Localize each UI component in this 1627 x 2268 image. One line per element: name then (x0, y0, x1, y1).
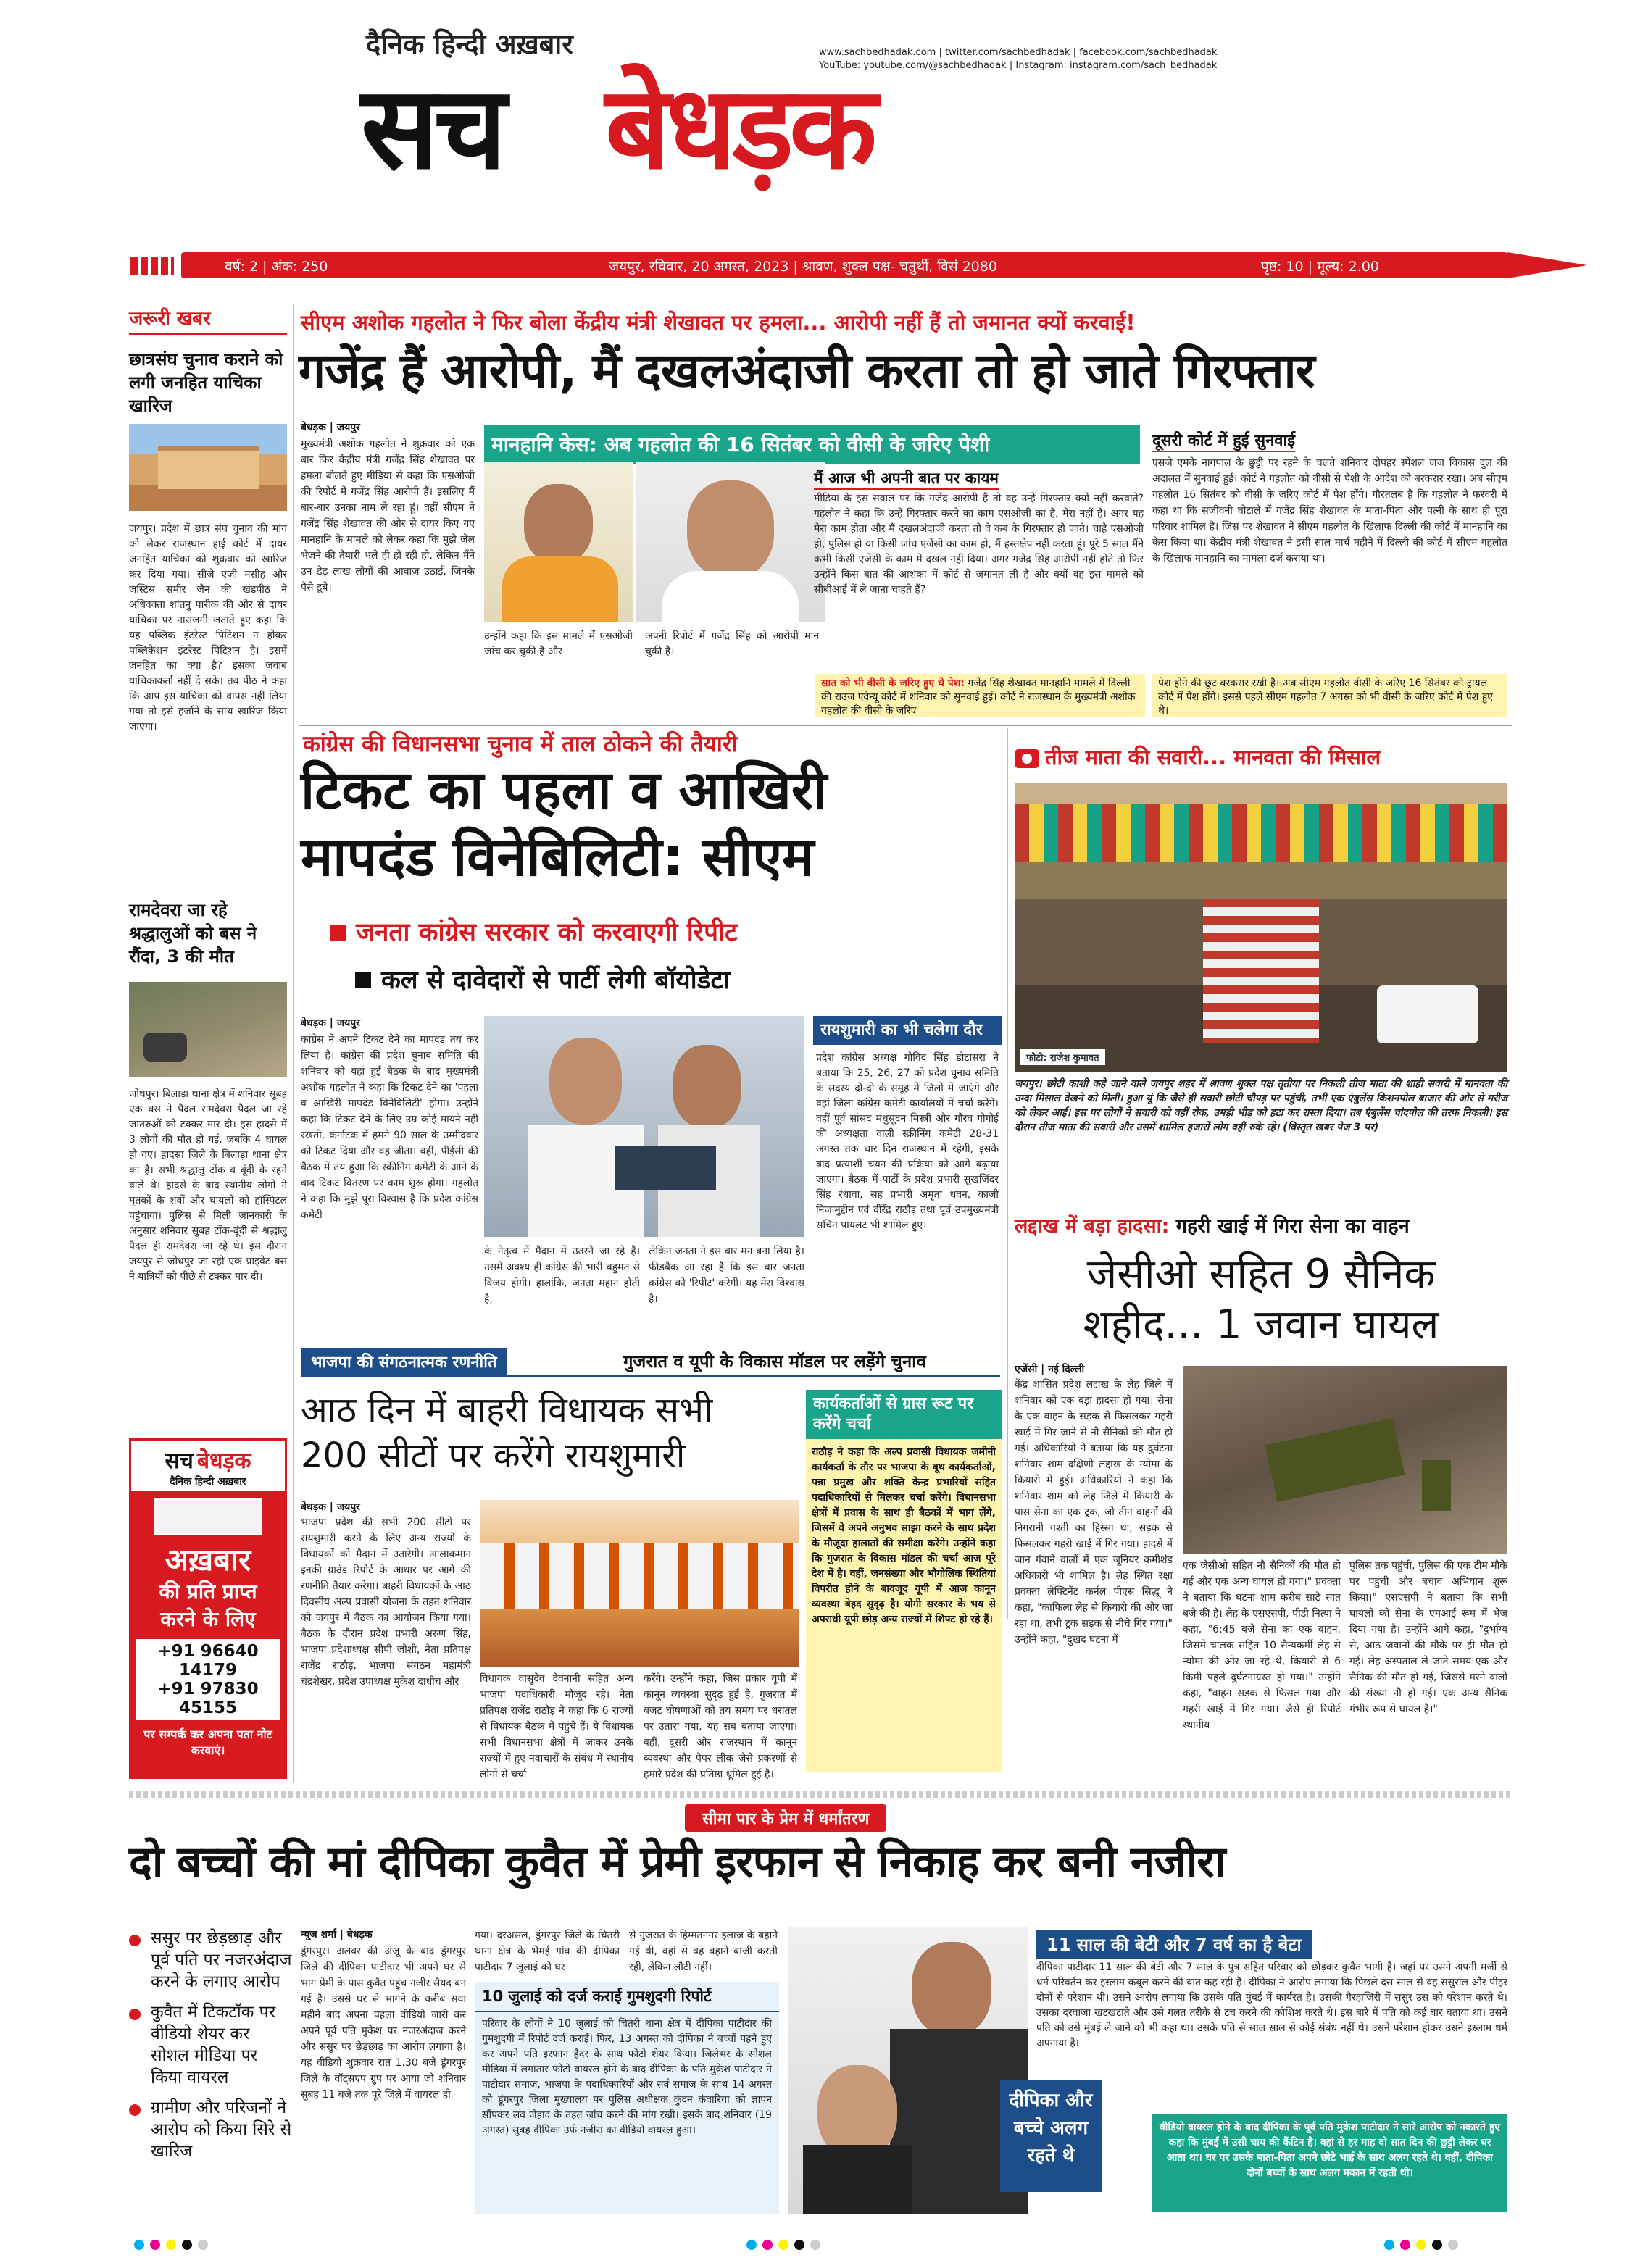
cong-headline-1: टिकट का पहला व आखिरी (301, 759, 828, 822)
youtube-link[interactable]: YouTube: youtube.com/@sachbedhadak (819, 60, 1007, 71)
gehlot-photo (636, 462, 825, 622)
court-subhead: दूसरी कोर्ट में हुई सुनवाई (1152, 429, 1295, 452)
bjp-rule (301, 1375, 1000, 1377)
cong-col-3: लेकिन जनता ने इस बार मन बना लिया है। फीडबैक आ रहा है कि इस बार जनता कांग्रेस को 'रिपीट' करेगी। यह मेरा विश्वास है। (649, 1246, 804, 1305)
lead-col-1: मुख्यमंत्री अशोक गहलोत ने शुक्रवार को एक बार फिर केंद्रीय मंत्री गजेंद्र सिंह शेखावत पर हमला बोलते हुए मीडिया से कहा कि एसओजी की रिपोर्ट में गजेंद्र सिंह आरोपी हैं। इसलिए मैं बार-बार उनका नाम ले रहा हूं। वहीं सीएम ने गजेंद्र सिंह शेखावत की ओर से दायर किए गए मानहानि के मामले को लेकर कहा कि मुझे जेल भेजने की तैयारी भले ही हो रही हो, लेकिन मैंने उन डेढ़ लाख लोगों की आवाज उठाई, जिनके पैसे डूबे। (301, 438, 475, 593)
raishumari-title: रायशुमारी का भी चलेगा दौर (813, 1016, 1002, 1045)
registration-marks-right (1384, 2239, 1464, 2253)
cong-col-2: के नेतृत्व में मैदान में उतरने जा रहे हैं। उसमें अवश्य ही कांग्रेस की भारी बहुमत से विजय होगी। हालांकि, जनता महान होती है, (484, 1246, 640, 1305)
sub-heading-1: मैं आज भी अपनी बात पर कायम (814, 468, 999, 490)
vc-strip (815, 674, 1145, 717)
cong-headline-2: मापदंड विनेबिलिटी: सीएम (301, 826, 815, 888)
twitter-link[interactable]: twitter.com/sachbedhadak (944, 47, 1070, 58)
lead-headline: गजेंद्र हैं आरोपी, मैं दखलअंदाजी करता तो हो जाते गिरफ्तार (299, 343, 1315, 399)
ad-phone-1[interactable]: +91 96640 14179 (157, 1642, 259, 1680)
shekhawat-photo (484, 462, 633, 622)
pen-bar (130, 252, 1594, 278)
bjp-col-2: विधायक वासुदेव देवनानी सहित अन्य भाजपा पदाधिकारी मौजूद रहे। नेता प्रतिपक्ष राजेंद्र राठौड़ ने कहा कि 6 राज्यों से विधायक बैठक में पहुंचे हैं। ये विधायक सभी विधानसभा क्षेत्रों में जाकर उनके राज्यों में हुए नवाचारों के संबंध में स्थानीय लोगों से चर्चा (480, 1673, 633, 1780)
missing-report-box (475, 1982, 779, 2214)
web-link[interactable]: www.sachbedhadak.com (819, 47, 936, 58)
sidebar-story-1-headline: छात्रसंघ चुनाव कराने को लगी जनहित याचिका खारिज (129, 349, 283, 416)
ladakh-byline: एजेंसी | नई दिल्ली (1015, 1364, 1085, 1375)
sidebar-story-2-body: जोधपुर। बिलाड़ा थाना क्षेत्र में शनिवार सुबह एक बस ने पैदल रामदेवरा पैदल जा रहे जातरुओं को टक्कर मार दी। इस हादसे में 3 लोगों की मौत हो गई, जबकि 4 घायल हो गए। हादसा जिले के बिलाड़ा थाना क्षेत्र का है। सभी श्रद्धालु टोंक व बूंदी के रहने वाले थे। हादसे के बाद स्थानीय लोगों ने मृतकों के शवों और घायलों को हॉस्पिटल पहुंचाया। पुलिस से मिली जानकारी के अनुसार शनिवार सुबह टोंक-बूंदी से श्रद्धालु पैदल ही रामदेवरा जा रहे थे। इस दौरान जयपुर से जोधपुर जा रही एक प्राइवेट बस ने यात्रियों को पीछे से टक्कर मार दी। (129, 1088, 287, 1283)
subscription-ad[interactable] (129, 1438, 287, 1779)
ladakh-headline-1: जेसीओ सहित 9 सैनिक (1086, 1251, 1436, 1298)
vc-strip-body-2: पेश होने की छूट बरकरार रखी है। अब सीएम गहलोत वीसी के जरिए 16 सितंबर को ट्रायल कोर्ट में पेश होंगे। इससे पहले सीएम गहलोत 7 अगस्त को भी वीसी के जरिए कोर्ट में पेश हुए थे। (1158, 678, 1493, 717)
masthead (0, 0, 1627, 290)
grassroots-box (806, 1390, 1002, 1774)
masthead-title-black: सच (361, 62, 503, 195)
vc-strip-body: गजेंद्र सिंह शेखावत मानहानि मामले में दिल्ली की राउज एवेन्यू कोर्ट में शनिवार को सुनवाई हुई। कोर्ट ने राजस्थान के मुख्यमंत्री अशोक गहलोत की वीसी के जरिए (821, 678, 1136, 717)
sub-1-body: मीडिया के इस सवाल पर कि गजेंद्र आरोपी हैं तो वह उन्हें गिरफ्तार क्यों नहीं करवाते? गहलोत ने कहा कि उन्हें गिरफ्तार करने का काम एसओजी का है, मेरा नहीं है। अगर यह मेरा काम होता और मैं दखलअंदाजी करता तो वे कब के गिरफ्तार हो जाते। चाहे एसओजी हो, पुलिस हो या किसी जांच एजेंसी का काम हो, मैं हस्तक्षेप नहीं करता हूं। पूरे 5 साल मैंने कभी किसी एजेंसी के काम में दखल नहीं दिया। अगर गजेंद्र सिंह आरोपी नहीं होते तो फिर उन्होंने किस बात की आशंका में कोर्ट से जमानत ली है और क्यों वह इस मामले को सीबीआई में ले जाना चाहते हैं? (814, 493, 1144, 596)
sidebar-section-label: जरूरी खबर (129, 304, 287, 335)
bottom-divider (129, 1791, 1510, 1798)
sidebar-story-2-headline: रामदेवरा जा रहे श्रद्धालुओं को बस ने रौंदा, 3 की मौत (129, 900, 257, 967)
issue-number: वर्ष: 2 | अंक: 250 (225, 259, 328, 275)
ladakh-col-1: केंद्र शासित प्रदेश लद्दाख के लेह जिले में शनिवार को एक बड़ा हादसा हो गया। सेना के एक वाहन के सड़क से फिसलकर गहरी खाई में गिर जाने से नौ सैनिकों की मौत हो गई। अधिकारियों ने बताया कि यह दुर्घटना शनिवार शाम दक्षिणी लद्दाख के न्योमा के कियारी में हुई। अधिकारियों ने कहा कि शनिवार शाम को लेह जिले में कियारी के पास सेना का एक ट्रक, जो तीन वाहनों की निगरानी गश्ती का हिस्सा था, सड़क से फिसलकर गहरी खाई में गिर गया। हादसे में जान गंवाने वालों में एक जूनियर कमीशंड अधिकारी भी शामिल है। लेह स्थित रक्षा प्रवक्ता लेफ्टिनेंट कर्नल पीएस सिद्धू ने कहा, "काफिला लेह से कियारी की ओर जा रहा था, तभी ट्रक सड़क से नीचे गिर गया।" उन्होंने कहा, "दुखद घटना में (1015, 1379, 1173, 1646)
sidebar-divider (293, 304, 294, 1783)
square-bullet-icon (355, 972, 371, 988)
ad-brand-black: सच (165, 1448, 194, 1474)
missing-report-title: 10 जुलाई को दर्ज कराई गुमशुदगी रिपोर्ट (475, 1982, 779, 2012)
vc-strip-title: सात को भी वीसी के जरिए हुए थे पेश: (821, 678, 965, 689)
cong-deck-1: जनता कांग्रेस सरकार को करवाएगी रिपीट (330, 914, 738, 949)
defamation-box-title: मानहानि केस: अब गहलोत की 16 सितंबर को वीसी के जरिए पेशी (484, 425, 1140, 464)
masthead-tagline: दैनिक हिन्दी अख़बार (366, 28, 573, 60)
army-truck-photo (1183, 1366, 1507, 1554)
deepika-byline: न्यूज शर्मा | बेधड़क (301, 1929, 373, 1940)
square-bullet-icon (330, 925, 346, 941)
bjp-byline: बेधड़क | जयपुर (301, 1501, 360, 1513)
cong-photo (484, 1016, 804, 1237)
sidebar (129, 304, 287, 1783)
bjp-meeting-photo (480, 1500, 799, 1667)
highlight-1: ससुर पर छेड़छाड़ और पूर्व पति पर नजरअंदाज करने के लगाए आरोप (129, 1927, 292, 1993)
deepika-col-3: से गुजरात के हिम्मतनगर इलाज के बहाने गई थी, वहां से वह बहाने बाजी करती रही, लेकिन लौटी नहीं। (629, 1930, 778, 1973)
photo-caption-2: अपनी रिपोर्ट में गजेंद्र सिंह को आरोपी मान चुकी है। (645, 630, 819, 657)
ad-note: पर सम्पर्क कर अपना पता नोट करवाएं। (143, 1727, 272, 1757)
cong-col-1: कांग्रेस ने अपने टिकट देने का मापदंड तय कर लिया है। कांग्रेस की प्रदेश चुनाव समिति की शनिवार को यहां हुई बैठक के बाद मुख्यमंत्री अशोक गहलोत ने कहा कि टिकट देने का 'पहला व आखिरी मापदंड विनेबिलिटी' होगा। उन्होंने कहा कि टिकट देने के लिए उम्र कोई मायने नहीं रखती, कर्नाटक में हमने 90 साल के उम्मीदवार को टिकट दिया और वह जीता। वहीं, पीईसी की बैठक में तय हुआ कि स्क्रीनिंग कमेटी के आने के बाद टिकट वितरण पर काम शुरू होगा। गहलोत ने कहा कि मुझे पूरा विश्वास है कि प्रदेश कांग्रेस कमेटी (301, 1034, 478, 1221)
bjp-label-2: गुजरात व यूपी के विकास मॉडल पर लड़ेंगे चुनाव (623, 1351, 926, 1372)
ladakh-kicker: लद्दाख में बड़ा हादसा: गहरी खाई में गिरा सेना का वाहन (1015, 1215, 1410, 1238)
teej-photo-credit: फोटो: राजेश कुमावत (1020, 1049, 1105, 1065)
highlight-3: ग्रामीण और परिजनों ने आरोप को किया सिरे से खारिज (129, 2097, 292, 2162)
registration-marks-left (134, 2239, 214, 2253)
ladakh-headline-2: शहीद... 1 जवान घायल (1083, 1301, 1439, 1348)
deepika-headline: दो बच्चों की मां दीपिका कुवैत में प्रेमी इरफान से निकाह कर बनी नजीरा (129, 1837, 1226, 1888)
ad-brand-sub: दैनिक हिन्दी अख़बार (170, 1476, 246, 1488)
instagram-link[interactable]: Instagram: instagram.com/sach_bedhadak (1015, 60, 1218, 71)
children-body: दीपिका पाटीदार 11 साल की बेटी और 7 साल के पुत्र सहित परिवार को छोड़कर कुवैत भागी है। जहां पर उसने अपनी मर्जी से धर्म परिवर्तन कर इस्लाम कबूल करने की बात कह रही है। दीपिका ने आरोप लगाया कि पिछले दस साल से वह ससुराल और पीहर दोनों से परेशान थी। उसने आरोप लगाया कि उसके पति मुंबई में कार्यरत है। उसकी गैरहाजिरी में ससुर उस को परेशान करते थे। उसका दरवाजा खटखटाते और उसे गलत तरीके से टच करने की कोशिश करते थे। इस बारे में पति को कई बार बताया था। उसने पति को उसे मुंबई ले जाने को भी कहा था। उसके पति से साल साल से कोई संबंध नहीं थे। उसने परेशान होकर उसने इस्लाम धर्म अपनाया है। (1036, 1961, 1507, 2049)
missing-report-body: परिवार के लोगों ने 10 जुलाई को चितरी थाना क्षेत्र में दीपिका पाटीदार की गुमशुदगी में रिपोर्ट दर्ज कराई। फिर, 13 अगस्त को दीपिका ने बच्चों पहने हुए कर अपने पति इरफान हैदर के साथ फोटो शेयर किया। जिलेभर के सोशल मीडिया में लगातार फोटो वायरल होने के बाद दीपिका के पति मुकेश पाटीदार ने पाटीदार समाज, भाजपा के पदाधिकारियों और सर्व समाज के साथ 14 अगस्त को डूंगरपुर जिला मुख्यालय पर पुलिस अधीक्षक कुंदन कंवारिया को ज्ञापन सौंपकर लव जेहाद के तहत जांच करने की मांग रखी। इसके बाद शनिवार (19 अगस्त) सुबह दीपिका उर्फ नजीरा का वीडियो वायरल हुआ। (482, 2018, 772, 2136)
social-links: www.sachbedhadak.com | twitter.com/sachbedhadak | facebook.com/sachbedhadak YouTube: youtube.com/@sachbedhadak | Instagram: instagram.com/sach_bedhadak (819, 47, 1218, 71)
lead-byline: बेधड़क | जयपुर (301, 422, 360, 433)
ad-phone-2[interactable]: +91 97830 45155 (157, 1680, 259, 1717)
rule-1 (299, 725, 1512, 726)
camera-icon (1015, 749, 1039, 768)
accident-photo (129, 982, 287, 1077)
ad-line-2: की प्रति प्राप्त (159, 1580, 257, 1604)
raishumari-box (813, 1016, 1002, 1342)
cong-byline: बेधड़क | जयपुर (301, 1017, 360, 1029)
bjp-headline-2: 200 सीटों पर करेंगे रायशुमारी (301, 1435, 686, 1476)
bjp-col-1: भाजपा प्रदेश की सभी 200 सीटों पर रायशुमारी करने के लिए अन्य राज्यों के विधायकों को मैदान में उतारेगी। आलाकमान इनकी ग्राउंड रिपोर्ट के आधार पर आगे की रणनीति तैयार करेगा। बाहरी विधायकों के आठ दिवसीय अल्प प्रवासी योजना के तहत शनिवार को जयपुर में बैठक का आयोजन किया गया। बैठक के दौरान प्रदेश प्रभारी अरुण सिंह, भाजपा प्रदेशाध्यक्ष सीपी जोशी, नेता प्रतिपक्ष राजेंद्र राठौड़, भाजपा संगठन महामंत्री चंद्रशेखर, प्रदेश उपाध्यक्ष मुकेश दाधीच और (301, 1517, 471, 1688)
ad-brand-red: बेधड़क (196, 1448, 251, 1474)
cong-kicker: कांग्रेस की विधानसभा चुनाव में ताल ठोकने की तैयारी (303, 731, 738, 757)
registration-marks-center (746, 2239, 826, 2253)
husband-denial-box: वीडियो वायरल होने के बाद दीपिका के पूर्व पति मुकेश पाटीदार ने सारे आरोप को नकारते हुए कहा कि मुंबई में उसी चाय की कैंटिन है। वहां से हर माह वो सात दिन की छुट्टी लेकर घर आता था। घर पर उसके माता-पिता अपने छोटे भाई के साथ अलग रहते थे। वहीं, दीपिका दोनों बच्चों के साथ अलग मकान में रहती थी। (1152, 2114, 1507, 2212)
photo-caption-1: उन्होंने कहा कि इस मामले में एसओजी जांच कर चुकी है और (484, 630, 633, 657)
deepika-highlights (129, 1927, 292, 2171)
raishumari-body: प्रदेश कांग्रेस अध्यक्ष गोविंद सिंह डोटासरा ने बताया कि 25, 26, 27 को प्रदेश चुनाव समिति के सदस्य दो-दो के समूह में जिलों में जाएंगे और वहां जिला कांग्रेस कमेटी कार्यालयों में चर्चा करेंगे। वहीं पूर्व सांसद मधुसूदन मिस्त्री और गौरव गोगोई की अध्यक्षता वाली स्क्रीनिंग कमेटी 28-31 अगस्त तक चार दिन राजस्थान में रहेगी, इसके बाद प्रत्याशी चयन की प्रक्रिया को आगे बढ़ाया जाएगा। बैठक में पार्टी के प्रदेश प्रभारी सुखजिंदर सिंह रंधावा, सह प्रभारी अमृता धवन, काजी निजामुद्दीन एवं वीरेंद्र राठौड़ तथा पूर्व उपमुख्यमंत्री सचिन पायलट भी शामिल हुए। (816, 1052, 999, 1231)
pen-grip (130, 257, 174, 275)
defamation-box (484, 425, 1144, 696)
court-body: एसजे एमके नागपाल के छुट्टी पर रहने के चलते शनिवार दोपहर स्पेशल जज विकास दुल की अदालत में सुनवाई हुई। कोर्ट ने गहलोत को वीसी से पेशी के आदेश को बरकरार रखा। अब सीएम गहलोत 16 सितंबर को वीसी के जरिए कोर्ट में पेश होंगे। गौरतलब है कि गहलोत ने फरवरी में कहा था कि संजीवनी घोटाले में गजेंद्र सिंह शेखावत के माता-पिता और पत्नी के साथ ही पूरा परिवार शामिल है। जिस पर शेखावत ने सीएम गहलोत के खिलाफ दिल्ली की कोर्ट में मानहानि का केस किया था। केंद्रीय मंत्री शेखावत ने इसी साल मार्च महीने में दिल्ली की कोर्ट में सीएम गहलोत के खिलाफ मानहानि का मामला दर्ज कराया था। (1152, 457, 1507, 564)
grassroots-body: राठौड़ ने कहा कि अल्प प्रवासी विधायक जमीनी कार्यकर्ता के तौर पर भाजपा के बूथ कार्यकर्ताओं, पन्ना प्रमुख और शक्ति केन्द्र प्रभारियों सहित पदाधिकारियों से मिलकर चर्चा करेंगे। विधानसभा क्षेत्रों में प्रवास के साथ ही बैठकों में भाग लेंगे, जिसमें वे अपने अनुभव साझा करने के साथ प्रदेश के मौजूदा हालातों की समीक्षा करेंगे। उन्होंने कहा कि गुजरात के विकास मॉडल की चर्चा आज पूरे देश में है। वहीं, जनसंख्या और भौगोलिक स्थितियां विपरीत होने के बावजूद यूपी में आज कानून व्यवस्था बेहद सुदृढ़ है। योगी सरकार के भय से अपराधी यूपी छोड़ अन्य राज्यों में शिफ्ट हो रहे हैं। (806, 1439, 1002, 1772)
teej-photo (1015, 783, 1507, 1072)
vc-strip-2 (1152, 674, 1507, 717)
facebook-link[interactable]: facebook.com/sachbedhadak (1079, 47, 1218, 58)
bjp-col-3: करेंगे। उन्होंने कहा, जिस प्रकार यूपी में कानून व्यवस्था सुदृढ़ हुई है, गुजरात में बजट घोषणाओं को तय समय पर धरातल पर उतारा गया, यह सब बताया जाएगा। वहीं, दूसरी ओर राजस्थान में कानून व्यवस्था और पेपर लीक जैसे प्रकरणों से हमारे प्रदेश की प्रतिष्ठा धूमिल हुई है। (644, 1673, 797, 1780)
sidebar-story-1-body: जयपुर। प्रदेश में छात्र संघ चुनाव की मांग को लेकर राजस्थान हाई कोर्ट में दायर जनहित याचिका को शुक्रवार को खारिज कर दिया गया। सीजे एजी मसीह और जस्टिस समीर जैन की खंडपीठ ने अधिवक्ता शांतनु पारीक की ओर से दायर याचिका पर नाराजगी जताते हुए कहा कि यह पब्लिक इंटरेस्ट पिटिशन न होकर पब्लिकेशन इंटरेस्ट पिटिशन है। इसमें जनहित का क्या है? इसका जवाब याचिकाकर्ता नहीं दे सके। तब पीठ ने कहा कि आप इस याचिका को वापस नहीं लिया गया तो इसे हर्जाने के साथ खारिज किया जाएगा। (129, 523, 287, 733)
ad-line-3: करने के लिए (160, 1607, 256, 1631)
cong-deck-2: कल से दावेदारों से पार्टी लेगी बॉयोडेटा (355, 962, 730, 996)
ladakh-col-3: पुलिस तक पहुंची, पुलिस की एक टीम मौके पर पहुंची और बचाव अभियान शुरू किया।" एसएसपी ने बताया कि सभी घायलों को सेना के एमआई रूम में भेज दिया गया है। उन्होंने आगे कहा, "दुर्भाग्य से, आठ जवानों की मौके पर ही मौत हो गई। लेह अस्पताल ले जाते समय एक और सैनिक की मौत हो गई, जिससे मरने वालों की संख्या नौ हो गई। एक अन्य सैनिक गंभीर रूप से घायल है।" (1349, 1560, 1507, 1715)
bjp-headline-1: आठ दिन में बाहरी विधायक सभी (301, 1390, 713, 1430)
pen-nib-icon (1507, 252, 1587, 278)
dateline: जयपुर, रविवार, 20 अगस्त, 2023 | श्रावण, शुक्ल पक्ष- चतुर्थी, विसं 2080 (609, 259, 997, 275)
ad-line-1: अख़बार (165, 1542, 251, 1577)
teej-caption: जयपुर। छोटी काशी कहे जाने वाले जयपुर शहर में श्रावण शुक्ल पक्ष तृतीया पर निकली तीज माता की शाही सवारी में मानवता की उम्दा मिसाल देखने को मिली। हुआ यूं कि जैसे ही सवारी छोटी चौपड़ पर पहुंची, तभी एक एंबुलेंस किशनपोल बाजार की ओर से मरीज को लेकर आई। इस पर लोगों ने सवारी को वहीं रोक, उमड़ी भीड़ को हटा कर रास्ता दिया। तब एंबुलेंस चांदपोल की तरफ निकली। इस दौरान तीज माता की सवारी और उसमें शामिल हजारों लोग वहीं रुके रहे। (विस्तृत खबर पेज 3 पर) (1015, 1078, 1507, 1133)
page-price: पृष्ठ: 10 | मूल्य: 2.00 (1261, 259, 1379, 275)
right-col-divider (1007, 728, 1008, 1619)
grassroots-title: कार्यकर्ताओं से ग्रास रूट पर करेंगे चर्चा (806, 1390, 1002, 1439)
newspaper-icon (154, 1498, 262, 1535)
court-photo (129, 424, 287, 511)
ladakh-col-2: एक जेसीओ सहित नौ सैनिकों की मौत हो गई और एक अन्य घायल हो गया।" प्रवक्ता ने बताया कि घटना शाम करीब साढ़े सात बजे की है। लेह के एसएसपी, पीडी नित्या ने कहा, "6:45 बजे सेना का एक वाहन, जिसमें चालक सहित 10 सैन्यकर्मी लेह से न्योमा की ओर जा रहे थे, कियारी से 6 किमी पहले दुर्घटनाग्रस्त हो गया।" उन्होंने कहा, "वाहन सड़क से फिसल गया और गहरी खाई में गिर गया। जैसे ही रिपोर्ट स्थानीय (1183, 1560, 1341, 1731)
deepika-col-2: गया। दरअसल, डूंगरपुर जिले के चितरी थाना क्षेत्र के भेमई गांव की दीपिका पाटीदार 7 जुलाई को घर (475, 1930, 620, 1973)
bjp-label: भाजपा की संगठनात्मक रणनीति (301, 1348, 507, 1375)
couple-photo (788, 1927, 1028, 2214)
deepika-col-1: डूंगरपुर। अलवर की अंजू के बाद डूंगरपुर जिले की दीपिका पाटीदार भी अपने घर से भाग प्रेमी के पास कुवैत पहुंच नजीर सैयद बन गई है। उससे घर से भागने के करीब सवा महीने बाद अपना पहला वीडियो जारी कर अपने पूर्व पति मुकेश पर नजरअंदाज करने और ससुर पर छेड़छाड़ का आरोप लगाया है। यह वीडियो शुक्रवार रात 1.30 बजे डूंगरपुर जिले के वॉट्सएप ग्रुप पर आया जो शनिवार सुबह 11 बजे तक पूरे जिले में वायरल हो (301, 1946, 466, 2101)
children-title: 11 साल की बेटी और 7 वर्ष का है बेटा (1036, 1930, 1312, 1959)
lead-kicker: सीएम अशोक गहलोत ने फिर बोला केंद्रीय मंत्री शेखावत पर हमला... आरोपी नहीं हैं तो जमानत क्यों करवाई! (301, 310, 1136, 335)
highlight-2: कुवैत में टिकटॉक पर वीडियो शेयर कर सोशल मीडिया पर किया वायरल (129, 2001, 292, 2088)
separate-tag: दीपिका और बच्चे अलग रहते थे (1000, 2080, 1102, 2192)
masthead-title-red: बेधड़क (605, 62, 873, 195)
deepika-kicker: सीमा पार के प्रेम में धर्मांतरण (685, 1804, 886, 1832)
teej-title: तीज माता की सवारी... मानवता की मिसाल (1015, 743, 1381, 771)
